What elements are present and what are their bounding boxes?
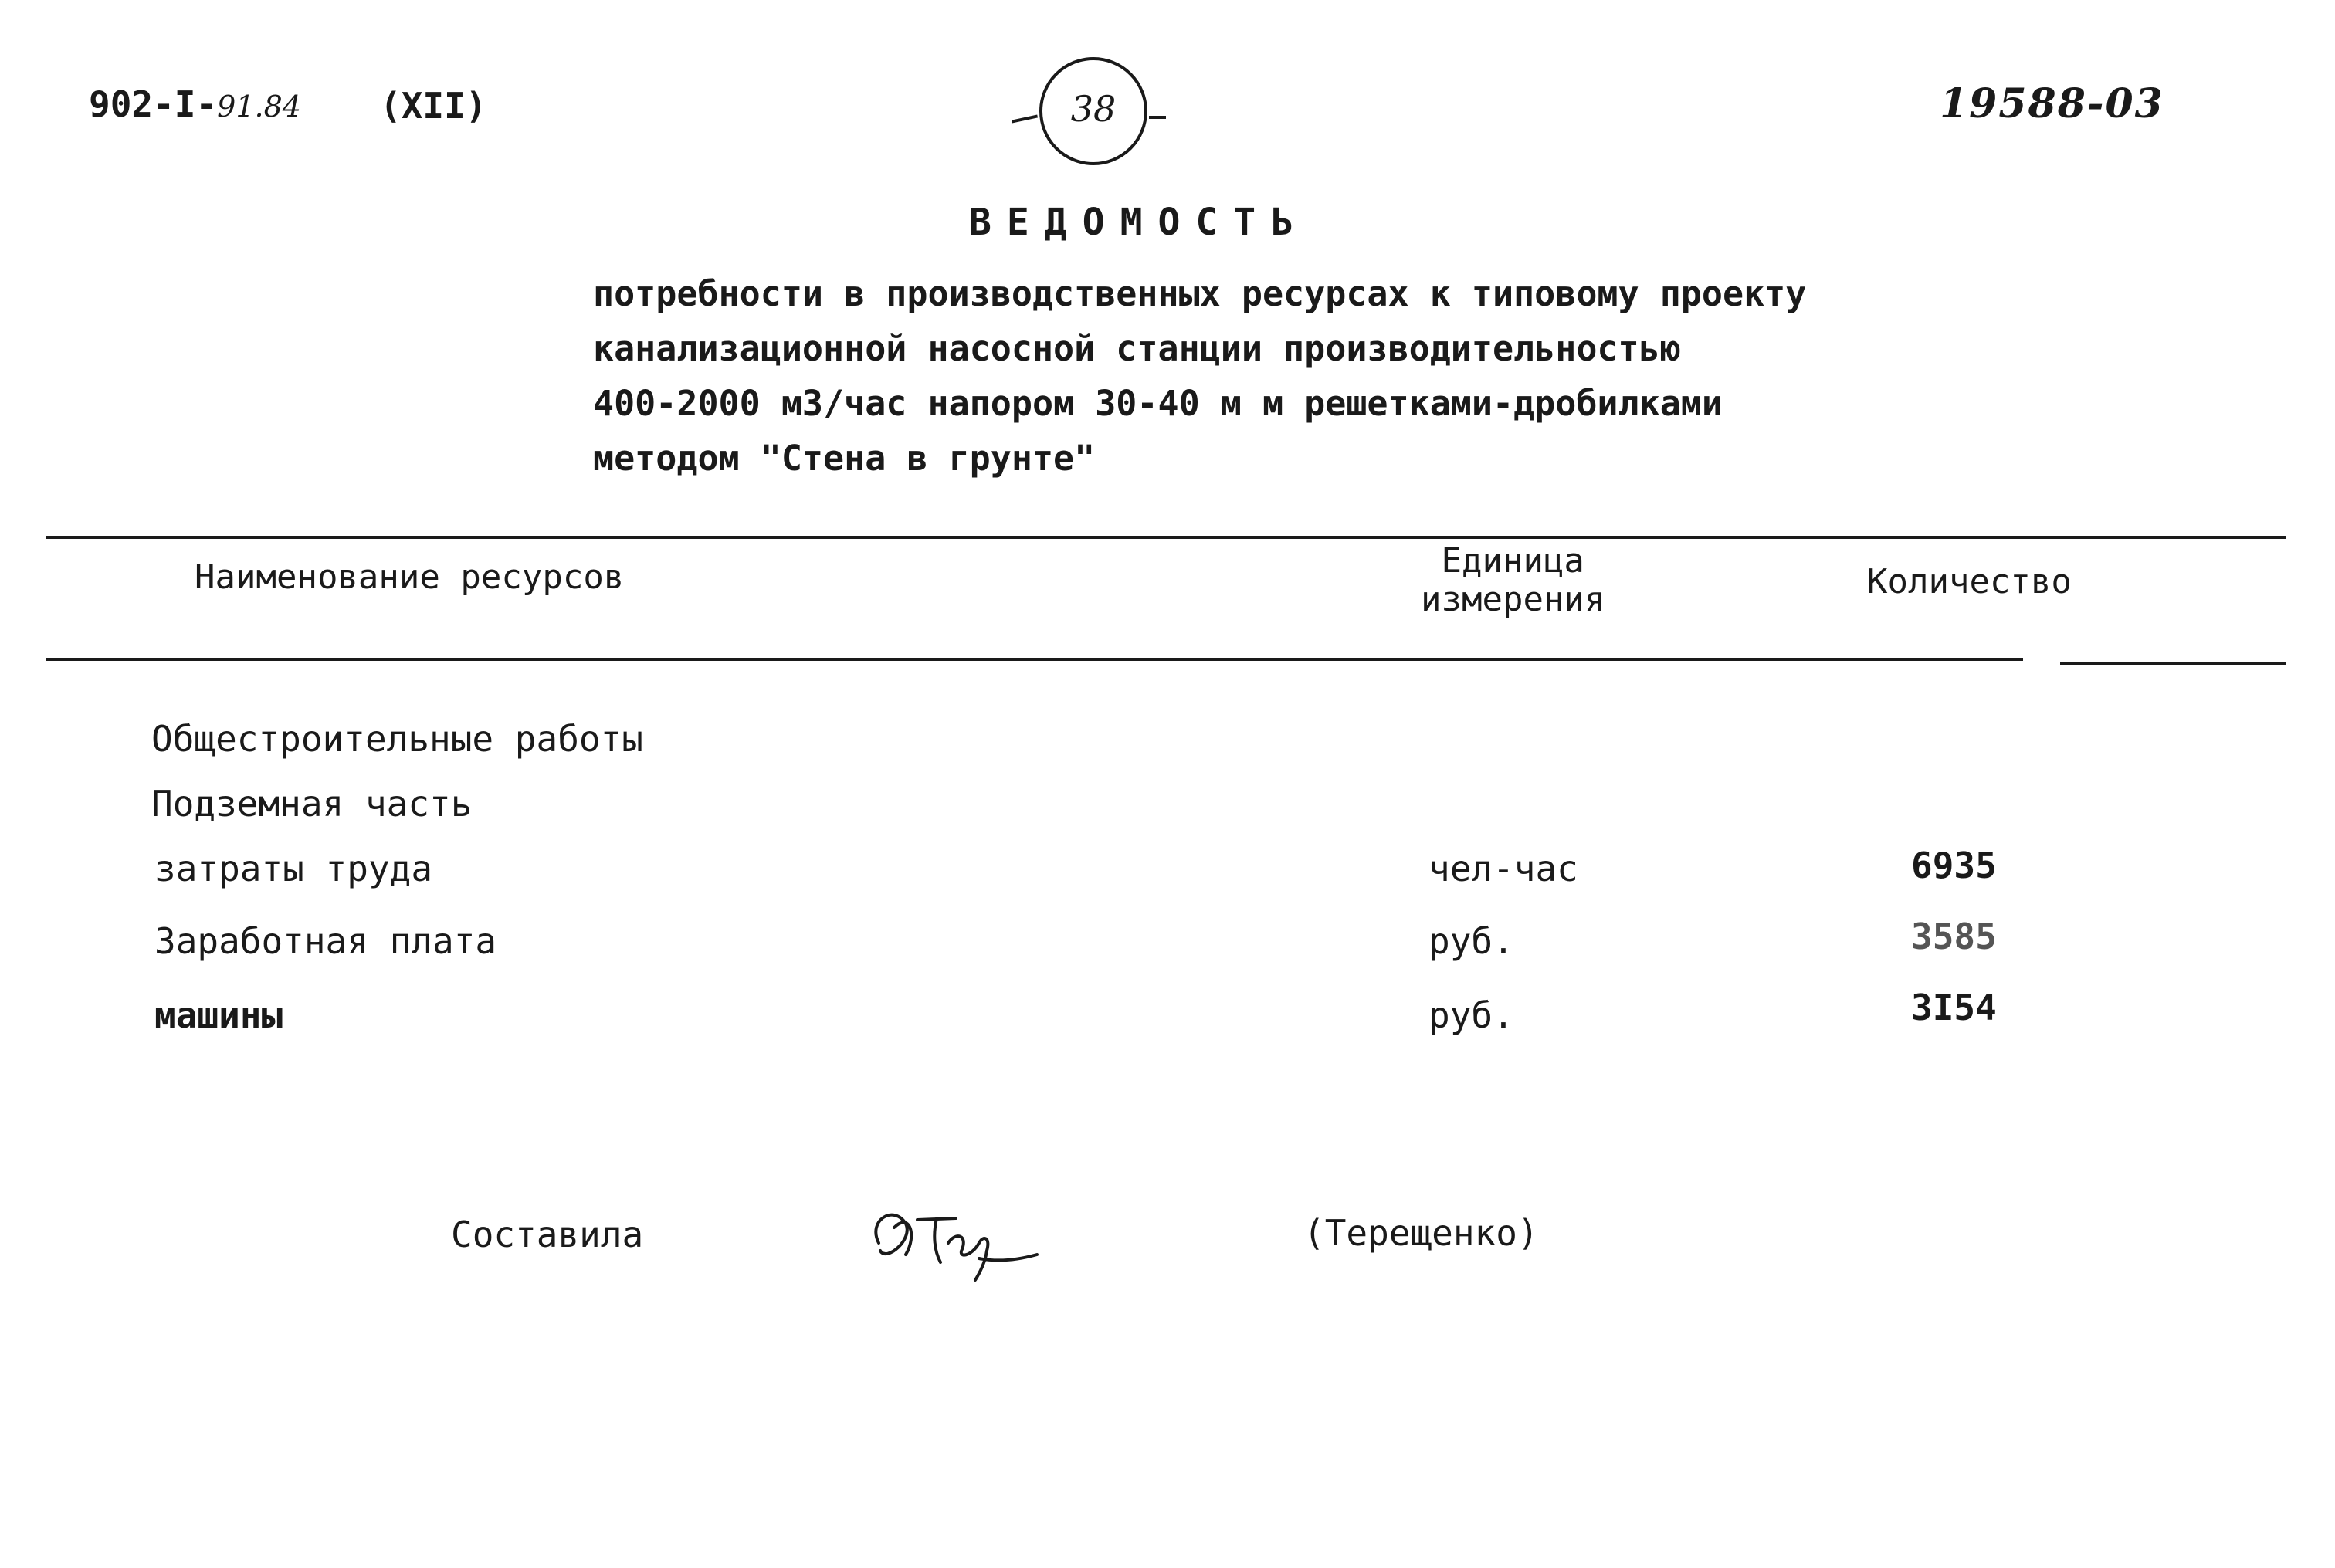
row-quantity-wages: 3585 xyxy=(1911,916,1997,957)
subtitle-line: канализационной насосной станции производительностью xyxy=(593,328,1681,369)
document-subtitle xyxy=(593,266,1906,486)
row-quantity-machines: 3I54 xyxy=(1911,987,1997,1028)
row-name-labor: затраты труда xyxy=(154,848,433,889)
table-top-rule xyxy=(46,536,2286,539)
row-unit-machines: руб. xyxy=(1428,994,1514,1036)
section-heading-general: Общестроительные работы xyxy=(151,718,643,760)
row-unit-wages: руб. xyxy=(1428,920,1514,962)
header-quantity: Количество xyxy=(1867,562,2072,601)
page-number-badge xyxy=(1012,56,1166,171)
page-number: 38 xyxy=(1070,88,1117,130)
document-series: (XII) xyxy=(380,85,487,127)
signature xyxy=(863,1189,1041,1289)
subtitle-line: 400-2000 м3/час напором 30-40 м м решетками-дробилками xyxy=(593,383,1723,424)
header-unit xyxy=(1421,542,1605,619)
header-unit-line1: Единица xyxy=(1441,541,1584,581)
row-name-machines: машины xyxy=(154,994,283,1036)
page-dash-right xyxy=(1149,116,1166,119)
document-title: ВЕДОМОСТЬ xyxy=(969,201,1310,244)
archive-number: 19588-03 xyxy=(1940,80,2164,127)
document-code-prefix: 902-I- xyxy=(89,83,218,125)
compiled-by-label: Составила xyxy=(451,1214,644,1255)
compiler-name: (Терещенко) xyxy=(1303,1212,1539,1254)
header-unit-line2: измерения xyxy=(1421,580,1605,619)
subtitle-line: потребности в производственных ресурсах к типовому проекту xyxy=(593,273,1807,314)
page-dash-left xyxy=(1012,115,1038,124)
section-heading-underground: Подземная часть xyxy=(151,783,473,825)
table-header-rule xyxy=(46,658,2023,661)
header-resource-name: Наименование ресурсов xyxy=(195,557,625,597)
row-name-wages: Заработная плата xyxy=(154,920,497,962)
table-header-rule-segment xyxy=(2060,662,2286,665)
row-quantity-labor: 6935 xyxy=(1911,845,1997,886)
row-unit-labor: чел-час xyxy=(1428,848,1578,889)
subtitle-line: методом "Стена в грунте" xyxy=(593,438,1096,479)
document-code xyxy=(89,83,301,125)
document-code-handwritten: 91.84 xyxy=(217,90,301,124)
